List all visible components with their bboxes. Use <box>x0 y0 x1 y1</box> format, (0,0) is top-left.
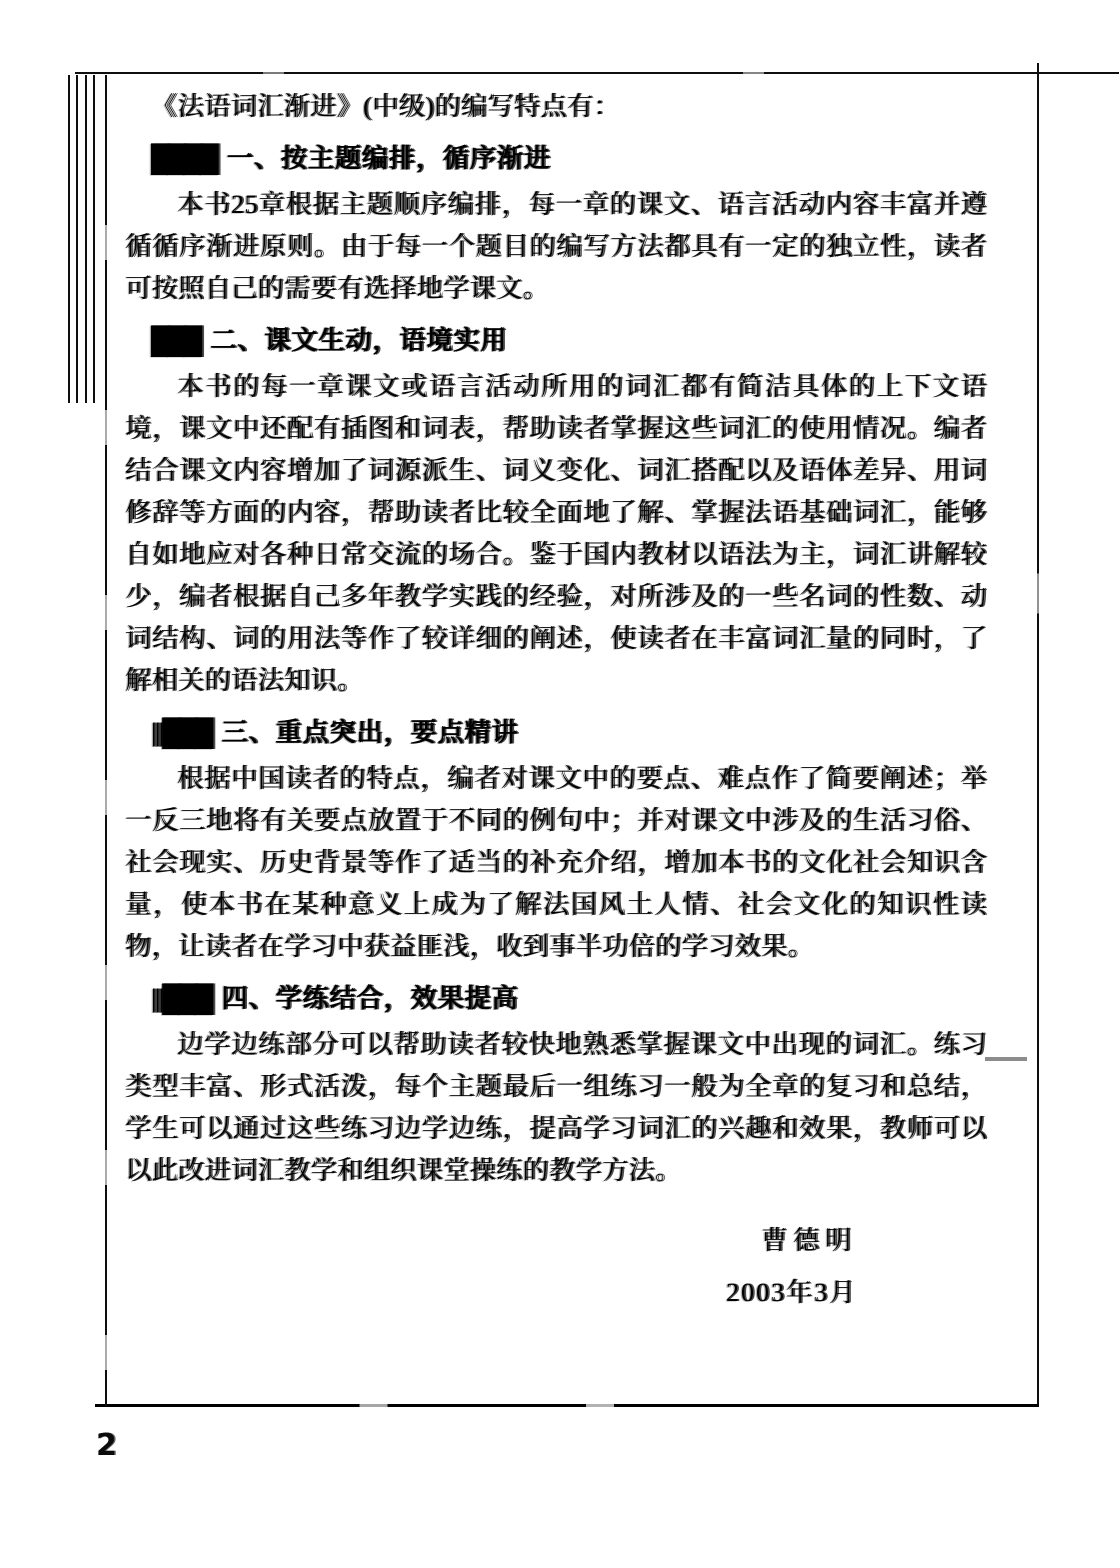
section-paragraph: 本书25章根据主题顺序编排，每一章的课文、语言活动内容丰富并遵循循序渐进原则。由于每一个题目的编写方法都具有一定的独立性，读者可按照自己的需要有选择地学课文。 <box>125 190 987 303</box>
page-left-border-line <box>105 75 107 1406</box>
section-paragraph: 本书的每一章课文或语言活动所用的词汇都有简洁具体的上下文语境，课文中还配有插图和词表，帮助读者掌握这些词汇的使用情况。编者结合课文内容增加了词源派生、词义变化、词汇搭配以及语体差异、用词修辞等方面的内容，帮助读者比较全面地了解、掌握法语基础词汇，能够自如地应对各种日常交流的场合。鉴于国内教材以语法为主，词汇讲解较少，编者根据自己多年教学实践的经验，对所涉及的一些名词的性数、动词结构、词的用法等作了较详细的阐述，使读者在丰富词汇量的同时，了解相关的语法知识。 <box>125 372 987 695</box>
page-number: 2 <box>96 1428 117 1463</box>
author-signature: 曹德明 <box>760 1226 857 1255</box>
section-heading <box>125 712 987 754</box>
book-edge-line <box>68 75 70 403</box>
heading-ink-block: ███ <box>151 326 201 355</box>
section-paragraph: 根据中国读者的特点，编者对课文中的要点、难点作了简要阐述；举一反三地将有关要点放置于不同的例句中；并对课文中涉及的生活习俗、社会现实、历史背景等作了适当的补充介绍，增加本书的文化社会知识含量，使本书在某种意义上成为了解法国风土人情、社会文化的知识性读物，让读者在学习中获益匪浅，收到事半功倍的学习效果。 <box>125 764 987 961</box>
page-top-border-line <box>75 72 1119 74</box>
signature-date: 2003年3月 <box>725 1278 857 1307</box>
section-heading <box>125 138 987 180</box>
scan-speck <box>985 1057 1027 1061</box>
section-heading-text: 三、重点突出，要点精讲 <box>221 718 519 747</box>
preface-section <box>125 978 987 1192</box>
section-paragraph: 边学边练部分可以帮助读者较快地熟悉掌握课文中出现的词汇。练习类型丰富、形式活泼，每个主题最后一组练习一般为全章的复习和总结，学生可以通过这些练习边学边练，提高学习词汇的兴趣和效果，教师可以以此改进词汇教学和组织课堂操练的教学方法。 <box>125 1030 987 1185</box>
book-edge-line <box>76 75 78 403</box>
sections <box>125 138 987 1192</box>
book-edge-line <box>93 75 95 403</box>
preface-text <box>125 86 987 1314</box>
heading-ink-block: |||███ <box>151 984 212 1013</box>
preface-section <box>125 320 987 702</box>
page-bottom-border-line <box>95 1404 1039 1407</box>
section-heading <box>125 320 987 362</box>
preface-section <box>125 712 987 968</box>
heading-ink-block: ████ <box>151 144 217 173</box>
signature-block <box>125 1220 987 1314</box>
page-right-border-line <box>1037 63 1039 1406</box>
preface-section <box>125 138 987 310</box>
book-edge-line <box>85 75 87 403</box>
section-heading-text: 一、按主题编排，循序渐进 <box>226 144 551 173</box>
section-heading <box>125 978 987 1020</box>
preface-title-line: 《法语词汇渐进》(中级)的编写特点有： <box>151 92 620 121</box>
section-heading-text: 四、学练结合，效果提高 <box>221 984 519 1013</box>
heading-ink-block: |||███ <box>151 718 212 747</box>
section-heading-text: 二、课文生动，语境实用 <box>210 326 508 355</box>
